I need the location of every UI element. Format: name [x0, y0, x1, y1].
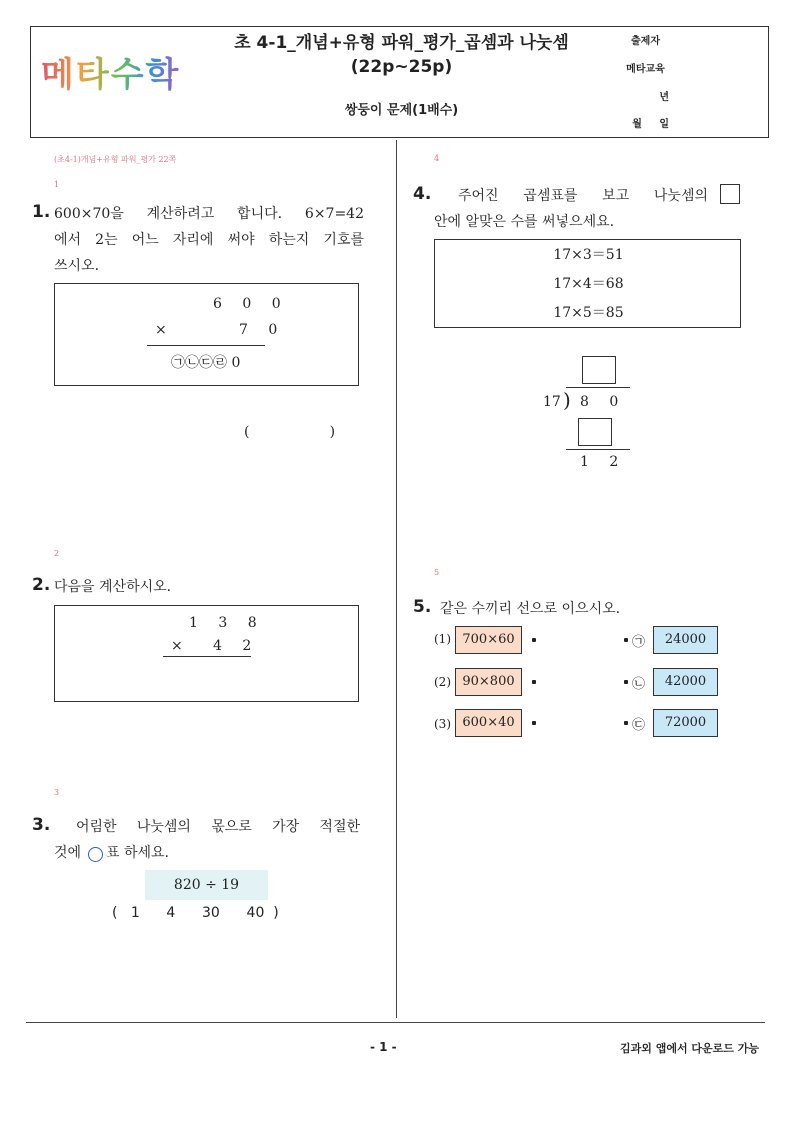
- year-label: 년: [659, 92, 669, 103]
- q5-row1-left-dot[interactable]: [532, 638, 536, 642]
- q1-box: [54, 283, 359, 386]
- q5-row3-left-dot[interactable]: [532, 721, 536, 725]
- q4-index: 4: [434, 154, 440, 163]
- month-day-label: 월 일: [632, 119, 669, 130]
- q4-divisor: 17: [543, 394, 561, 410]
- q1-index: 1: [54, 180, 60, 189]
- author: 메타교육: [626, 64, 665, 75]
- product-answer-box[interactable]: [578, 418, 612, 446]
- q5-row1-mark: ㉠: [632, 635, 646, 650]
- q5-row3-mark: ㉢: [632, 718, 646, 733]
- q4-text-line2: 안에 알맞은 수를 써넣으세요.: [434, 214, 615, 230]
- q5-row3-right[interactable]: 72000: [653, 709, 718, 737]
- q5-row2-mark: ㉡: [632, 677, 646, 692]
- q3-number: 3.: [32, 815, 51, 835]
- q4-text-line1: 주어진 곱셈표를 보고 나눗셈의: [458, 188, 708, 204]
- q2-op: ×: [171, 638, 183, 654]
- q4-dividend: 8 0: [580, 394, 627, 410]
- q5-row3-left[interactable]: 600×40: [455, 709, 522, 737]
- q5-index: 5: [434, 568, 440, 577]
- q2-row1: 1 3 8: [189, 615, 265, 631]
- q5-text: 같은 수끼리 선으로 이으시오.: [440, 601, 621, 617]
- q5-row1-label: (1): [434, 632, 451, 646]
- q1-text-line3: 쓰시오.: [54, 258, 100, 274]
- q5-row2-left-dot[interactable]: [532, 680, 536, 684]
- source-note: (초4-1)개념+유형 파워_평가 22쪽: [54, 155, 177, 164]
- q2-text: 다음을 계산하시오.: [54, 579, 172, 595]
- q2-box: [54, 605, 359, 702]
- q1-row3: ㉠㉡㉢㉣ 0: [171, 355, 241, 371]
- quotient-answer-box[interactable]: [582, 356, 616, 384]
- q2-rule: [163, 656, 251, 657]
- q4-number: 4.: [413, 184, 432, 204]
- blank-cell: [31, 113, 189, 138]
- q3-choices[interactable]: ( 1 4 30 40 ): [112, 905, 279, 921]
- division-bracket-icon: ): [563, 388, 571, 412]
- logo: [41, 47, 180, 96]
- q4-fact-1: 17×3＝51: [553, 247, 624, 263]
- header-table: [30, 26, 769, 138]
- q2-number: 2.: [32, 575, 51, 595]
- subtraction-bar: [566, 449, 630, 450]
- q5-row2-left[interactable]: 90×800: [455, 668, 522, 696]
- q5-row2-right-dot[interactable]: [624, 680, 628, 684]
- q5-row1-right[interactable]: 24000: [653, 626, 718, 654]
- q3-text-line2-a: 것에: [54, 845, 82, 861]
- q4-fact-3: 17×5＝85: [553, 305, 624, 321]
- q5-row2-right[interactable]: 42000: [653, 668, 718, 696]
- subtitle: 쌍둥이 문제(1배수): [344, 103, 459, 118]
- author-label: 출제자: [631, 36, 660, 47]
- title-line1: 초 4-1_개념+유형 파워_평가_곱셈과 나눗셈: [234, 33, 569, 53]
- q4-facts-box: [434, 239, 741, 328]
- q1-row2: 7 0: [239, 322, 286, 338]
- q5-row2-label: (2): [434, 675, 451, 689]
- q2-row2: 4 2: [213, 638, 260, 654]
- q3-index: 3: [54, 788, 60, 797]
- q1-text-line1: 600×70을 계산하려고 합니다. 6×7=42: [54, 206, 364, 222]
- q5-row3-label: (3): [434, 717, 451, 731]
- circle-icon: [88, 847, 103, 862]
- answer-box-icon: [720, 184, 740, 204]
- title-line2: (22p~25p): [350, 57, 453, 77]
- footer-note: 김과외 앱에서 다운로드 가능: [620, 1042, 759, 1055]
- q1-row1: 6 0 0: [213, 296, 289, 312]
- q1-rule: [147, 345, 265, 346]
- title-cell: [189, 27, 614, 84]
- q1-answer-paren[interactable]: ( ): [244, 424, 336, 440]
- q2-index: 2: [54, 549, 60, 558]
- q1-number: 1.: [32, 202, 51, 222]
- q1-op: ×: [155, 322, 167, 338]
- q1-text-line2: 에서 2는 어느 자리에 써야 하는지 기호를: [54, 232, 364, 248]
- q3-text-line1: 어림한 나눗셈의 몫으로 가장 적절한: [76, 819, 360, 835]
- column-divider: [396, 140, 397, 1018]
- division-bar: [566, 387, 630, 388]
- q5-number: 5.: [413, 597, 432, 617]
- q3-text-line2-b: 표 하세요.: [106, 845, 169, 861]
- q4-fact-2: 17×4＝68: [553, 276, 624, 292]
- logo-cell: [31, 27, 189, 113]
- page-number: - 1 -: [370, 1040, 397, 1054]
- footer-rule: [26, 1022, 765, 1023]
- q4-remainder: 1 2: [580, 454, 627, 470]
- q3-expr: 820 ÷ 19: [145, 870, 268, 900]
- q5-row3-right-dot[interactable]: [624, 721, 628, 725]
- q5-row1-right-dot[interactable]: [624, 638, 628, 642]
- q5-row1-left[interactable]: 700×60: [455, 626, 522, 654]
- logo-text: 메타수학: [41, 47, 180, 96]
